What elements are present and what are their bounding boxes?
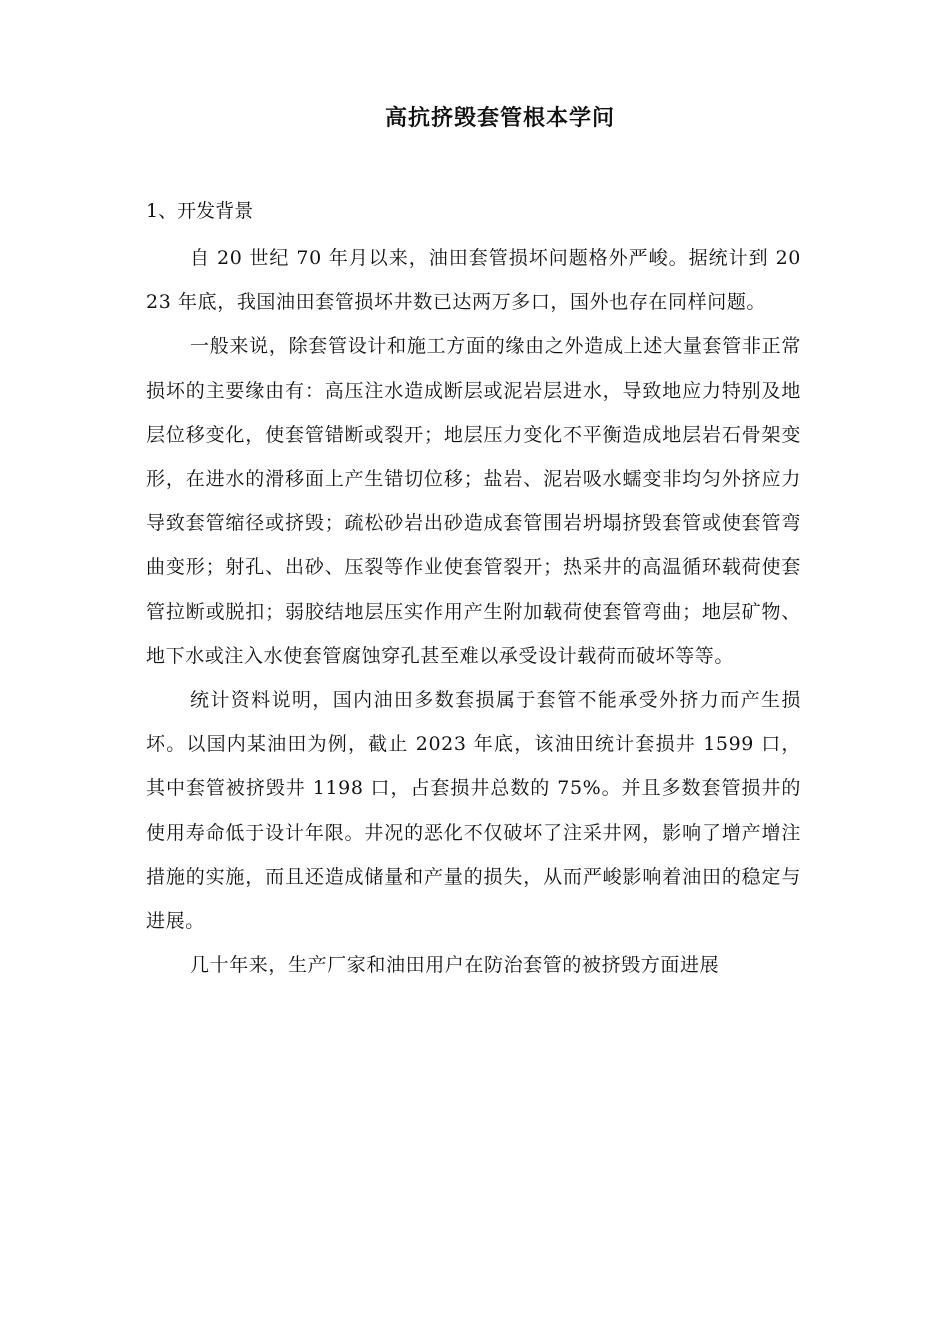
body-text — [146, 236, 801, 987]
paragraph: 统计资料说明，国内油田多数套损属于套管不能承受外挤力而产生损坏。以国内某油田为例，截止 2023 年底，该油田统计套损井 1599 口，其中套管被挤毁井 1198 口，占套损井总数的 75%。并且多数套管损井的使用寿命低于设计年限。井况的恶化不仅破坏了注采井网，影响了增产增注措施的实施，而且还造成储量和产量的损失，从而严峻影响着油田的稳定与进展。 — [146, 689, 801, 933]
paragraph: 自 20 世纪 70 年月以来，油田套管损坏问题格外严峻。据统计到 2023 年底，我国油田套管损坏井数已达两万多口，国外也存在同样问题。 — [146, 247, 801, 314]
section-heading: 1、开发背景 — [146, 200, 254, 222]
paragraph: 几十年来，生产厂家和油田用户在防治套管的被挤毁方面进展 — [190, 954, 720, 977]
paragraph: 一般来说，除套管设计和施工方面的缘由之外造成上述大量套管非正常损坏的主要缘由有：高压注水造成断层或泥岩层进水，导致地应力特别及地层位移变化，使套管错断或裂开；地层压力变化不平衡造成地层岩石骨架变形，在进水的滑移面上产生错切位移；盐岩、泥岩吸水蠕变非均匀外挤应力导致套管缩径或挤毁；疏松砂岩出砂造成套管围岩坍塌挤毁套管或使套管弯曲变形；射孔、出砂、压裂等作业使套管裂开；热采井的高温循环载荷使套管拉断或脱扣；弱胶结地层压实作用产生附加载荷使套管弯曲；地层矿物、地下水或注入水使套管腐蚀穿孔甚至难以承受设计载荷而破坏等等。 — [146, 335, 801, 667]
document-title: 高抗挤毁套管根本学问 — [384, 105, 615, 131]
